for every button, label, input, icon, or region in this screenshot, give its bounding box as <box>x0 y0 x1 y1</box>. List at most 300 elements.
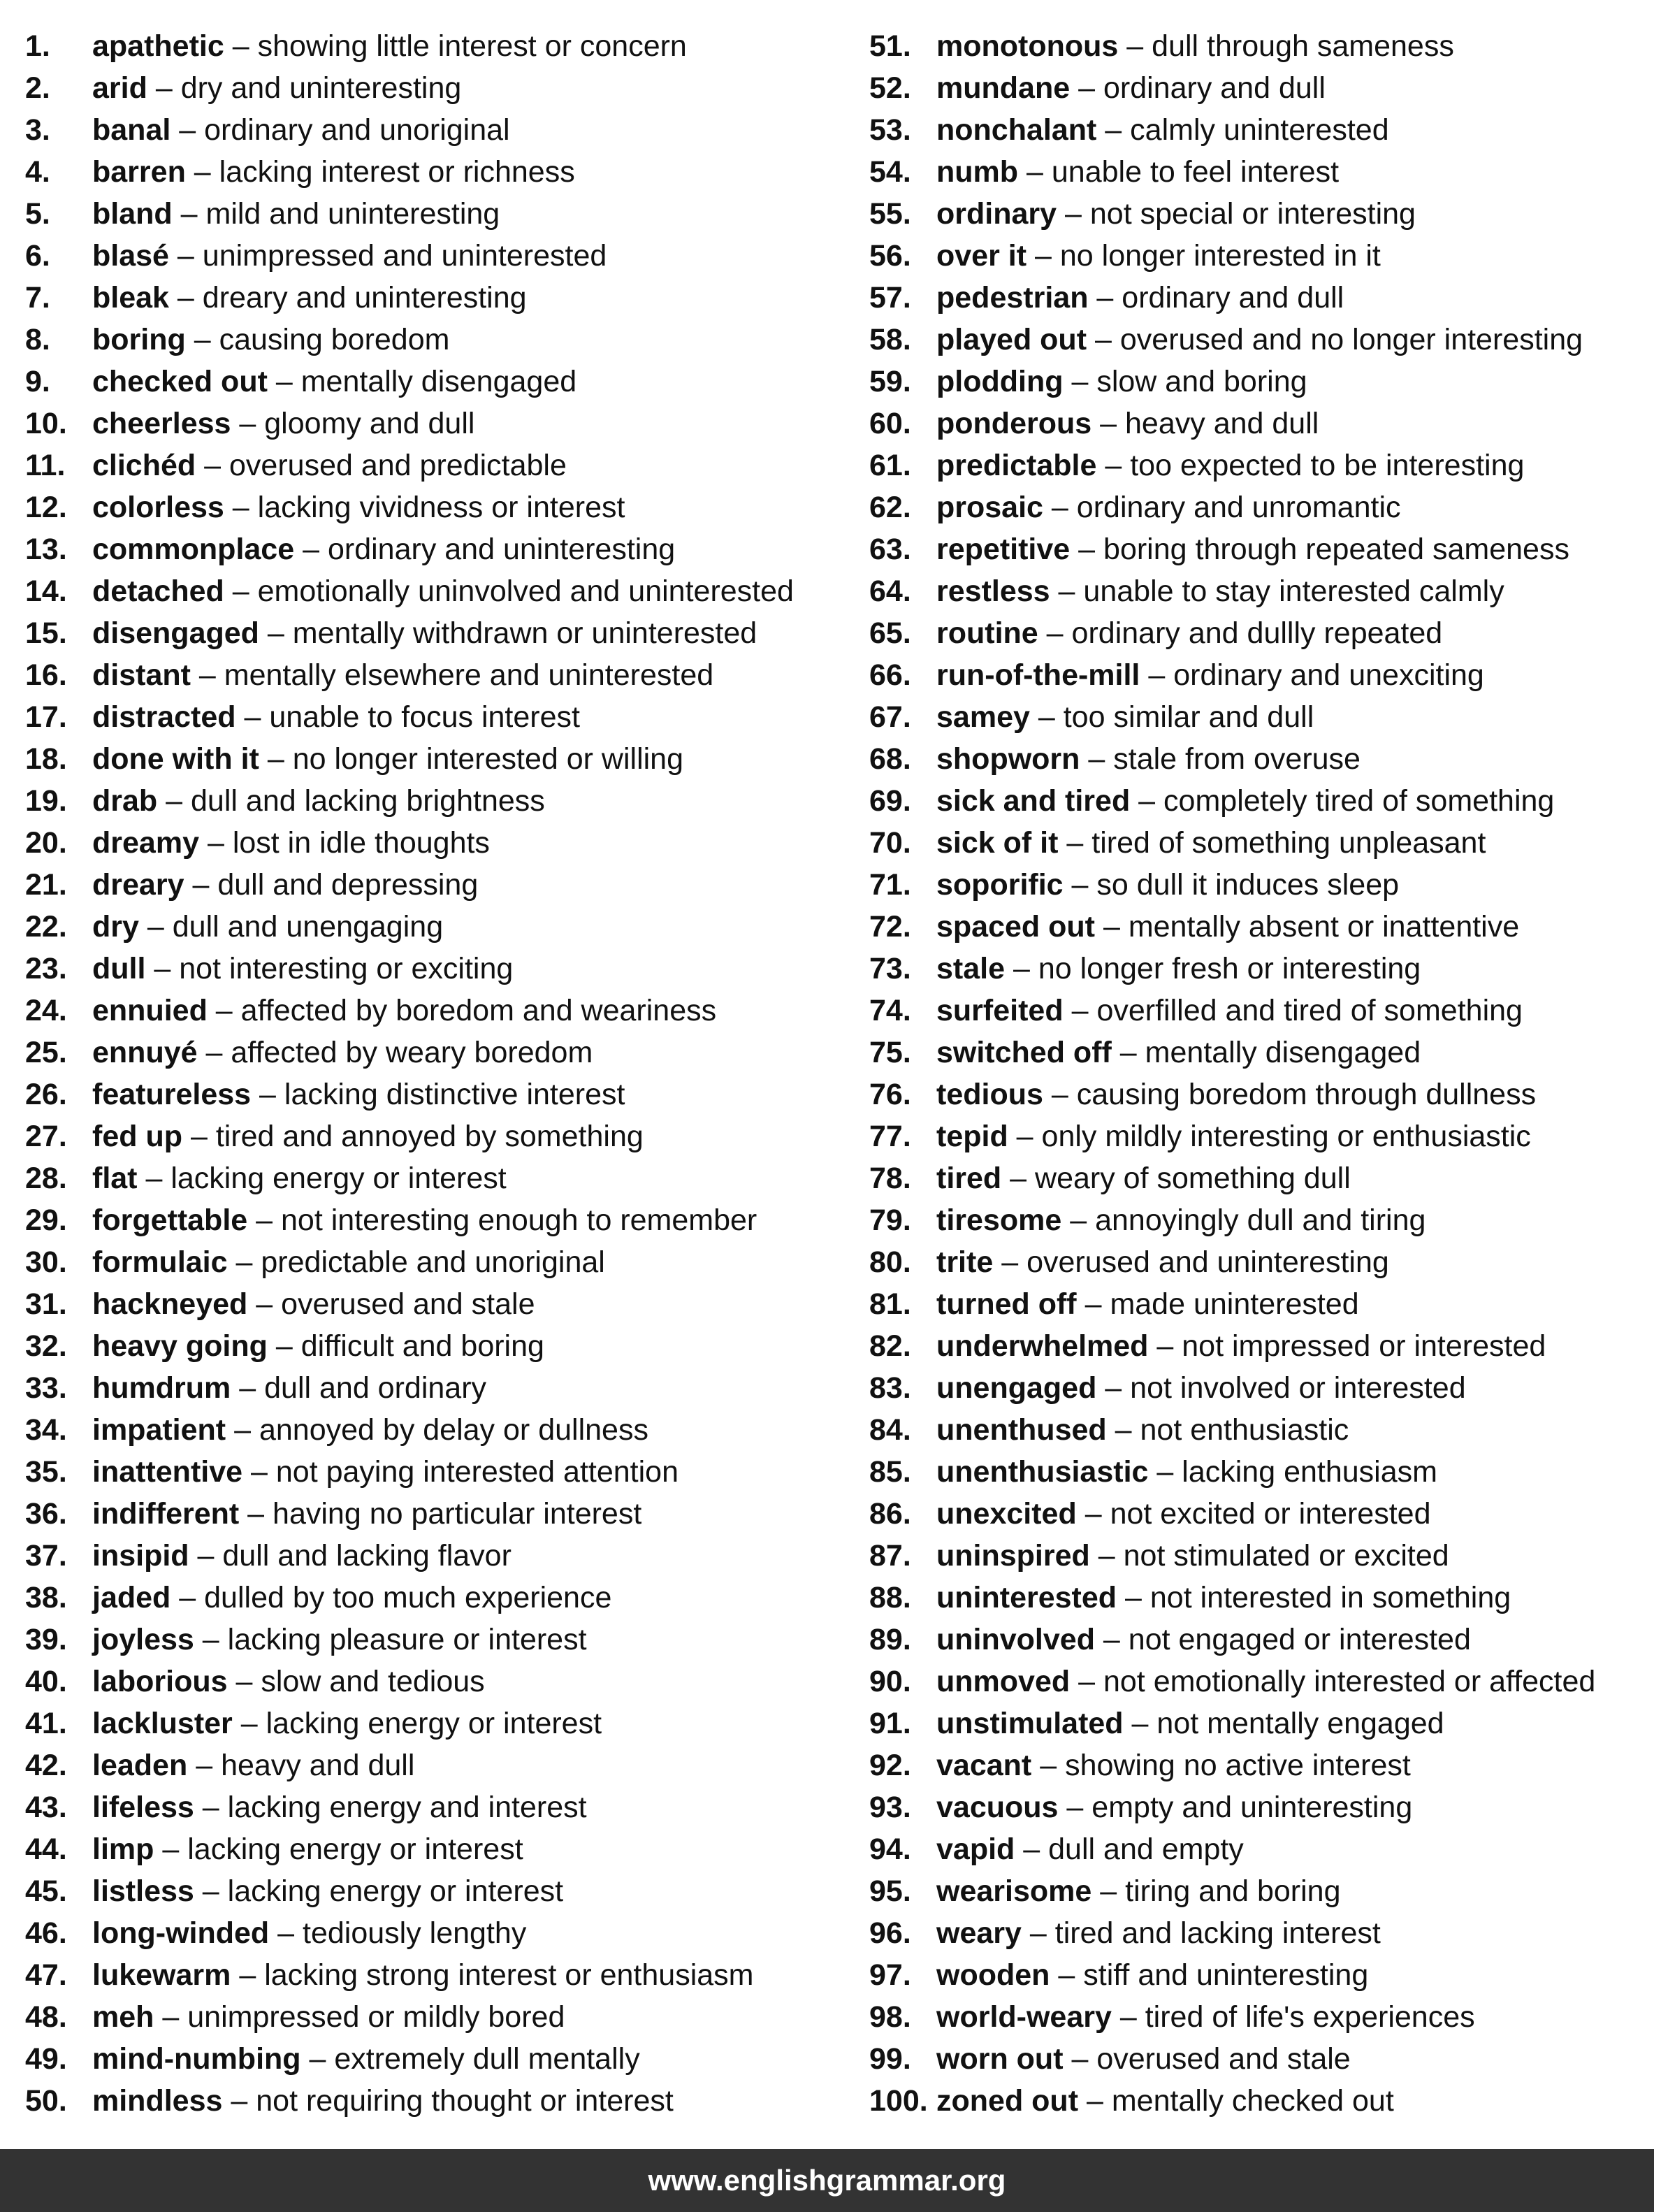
word-list-right-column <box>869 25 1645 2122</box>
list-item <box>25 67 864 109</box>
item-word: samey <box>936 700 1030 734</box>
item-number: 86. <box>869 1497 911 1531</box>
item-definition: lacking energy and interest <box>227 1791 587 1824</box>
item-word: switched off <box>936 1036 1112 1069</box>
item-definition: tired of something unpleasant <box>1091 826 1486 860</box>
item-definition: mentally disengaged <box>300 365 577 398</box>
list-item <box>25 109 864 151</box>
item-definition: not special or interesting <box>1089 197 1416 231</box>
list-item <box>869 1912 1645 1954</box>
item-word: arid <box>92 71 147 105</box>
item-number: 60. <box>869 407 911 440</box>
item-number: 76. <box>869 1078 911 1111</box>
item-separator: – <box>1148 658 1166 692</box>
item-definition: lacking energy or interest <box>227 1874 564 1908</box>
item-separator: – <box>177 239 194 273</box>
list-item <box>869 1870 1645 1912</box>
item-separator: – <box>235 1245 253 1279</box>
item-number: 26. <box>25 1078 67 1111</box>
item-definition: showing no active interest <box>1065 1749 1411 1782</box>
list-item <box>869 1115 1645 1157</box>
item-number: 85. <box>869 1455 911 1489</box>
item-separator: – <box>1103 910 1120 944</box>
item-separator: – <box>277 1916 295 1950</box>
list-item <box>869 990 1645 1032</box>
item-number: 82. <box>869 1329 911 1363</box>
item-word: prosaic <box>936 491 1043 524</box>
item-definition: too expected to be interesting <box>1130 449 1525 482</box>
item-number: 56. <box>869 239 911 273</box>
list-item <box>25 2080 864 2122</box>
list-item <box>25 1157 864 1199</box>
item-separator: – <box>180 197 198 231</box>
item-word: laborious <box>92 1665 228 1698</box>
item-definition: lacking energy or interest <box>171 1162 507 1195</box>
item-definition: causing boredom <box>219 323 450 356</box>
item-word: insipid <box>92 1539 189 1573</box>
item-number: 28. <box>25 1162 67 1195</box>
item-separator: – <box>1131 1707 1149 1740</box>
item-definition: tired and lacking interest <box>1054 1916 1381 1950</box>
item-definition: not interested in something <box>1149 1581 1511 1614</box>
list-item <box>25 1409 864 1451</box>
list-item <box>869 1619 1645 1661</box>
list-item <box>869 696 1645 738</box>
item-word: clichéd <box>92 449 196 482</box>
item-word: turned off <box>936 1287 1077 1321</box>
list-item <box>25 528 864 570</box>
list-item <box>25 1786 864 1828</box>
list-item <box>25 444 864 486</box>
item-word: tiresome <box>936 1203 1062 1237</box>
item-word: bleak <box>92 281 169 315</box>
item-definition: not impressed or interested <box>1182 1329 1546 1363</box>
item-number: 39. <box>25 1623 67 1656</box>
item-word: worn out <box>936 2042 1064 2076</box>
item-word: lifeless <box>92 1791 194 1824</box>
item-word: stale <box>936 952 1006 985</box>
list-item <box>25 570 864 612</box>
item-word: over it <box>936 239 1027 273</box>
item-definition: dull and depressing <box>217 868 479 902</box>
item-number: 8. <box>25 323 50 356</box>
list-item <box>25 1367 864 1409</box>
item-word: unstimulated <box>936 1707 1124 1740</box>
item-separator: – <box>239 1958 256 1992</box>
item-separator: – <box>1070 1203 1087 1237</box>
item-number: 93. <box>869 1791 911 1824</box>
item-word: tepid <box>936 1120 1008 1153</box>
item-separator: – <box>1040 1749 1057 1782</box>
item-word: pedestrian <box>936 281 1089 315</box>
list-item <box>25 1199 864 1241</box>
item-word: dry <box>92 910 139 944</box>
item-definition: lacking vividness or interest <box>257 491 625 524</box>
footer-website-url: www.englishgrammar.org <box>648 2164 1006 2197</box>
item-number: 90. <box>869 1665 911 1698</box>
item-separator: – <box>239 1371 256 1405</box>
item-number: 59. <box>869 365 911 398</box>
item-definition: lacking enthusiasm <box>1182 1455 1437 1489</box>
item-word: vapid <box>936 1833 1015 1866</box>
list-item <box>869 1199 1645 1241</box>
list-item <box>25 654 864 696</box>
item-number: 53. <box>869 113 911 147</box>
list-item <box>869 109 1645 151</box>
item-definition: lacking interest or richness <box>219 155 575 189</box>
list-item <box>25 1115 864 1157</box>
item-definition: heavy and dull <box>1125 407 1319 440</box>
item-word: forgettable <box>92 1203 248 1237</box>
item-number: 50. <box>25 2084 67 2118</box>
item-separator: – <box>275 1329 293 1363</box>
item-separator: – <box>232 574 249 608</box>
item-word: commonplace <box>92 533 295 566</box>
item-definition: not stimulated or excited <box>1123 1539 1449 1573</box>
list-item <box>869 780 1645 822</box>
list-item <box>25 1325 864 1367</box>
item-separator: – <box>267 742 284 776</box>
item-number: 97. <box>869 1958 911 1992</box>
item-separator: – <box>239 407 256 440</box>
item-separator: – <box>154 952 171 985</box>
item-word: spaced out <box>936 910 1095 944</box>
item-definition: ordinary and dullly repeated <box>1071 616 1443 650</box>
item-word: unenthused <box>936 1413 1107 1447</box>
item-separator: – <box>235 1665 253 1698</box>
item-definition: stale from overuse <box>1113 742 1361 776</box>
item-separator: – <box>303 533 320 566</box>
item-separator: – <box>1126 29 1144 63</box>
item-number: 27. <box>25 1120 67 1153</box>
item-definition: not interesting enough to remember <box>281 1203 757 1237</box>
list-item <box>25 151 864 193</box>
item-word: distant <box>92 658 191 692</box>
item-definition: tediously lengthy <box>303 1916 527 1950</box>
item-word: dreary <box>92 868 184 902</box>
item-separator: – <box>202 1623 219 1656</box>
item-word: bland <box>92 197 173 231</box>
list-item <box>25 1493 864 1535</box>
item-word: hackneyed <box>92 1287 248 1321</box>
item-separator: – <box>194 155 211 189</box>
item-number: 47. <box>25 1958 67 1992</box>
item-definition: so dull it induces sleep <box>1096 868 1400 902</box>
item-separator: – <box>1010 1162 1027 1195</box>
item-separator: – <box>177 281 194 315</box>
item-definition: mentally checked out <box>1111 2084 1394 2118</box>
item-word: surfeited <box>936 994 1064 1027</box>
item-definition: too similar and dull <box>1063 700 1314 734</box>
list-item <box>869 2038 1645 2080</box>
item-definition: stiff and uninteresting <box>1083 1958 1369 1992</box>
item-number: 58. <box>869 323 911 356</box>
item-word: vacuous <box>936 1791 1059 1824</box>
item-definition: unable to stay interested calmly <box>1083 574 1504 608</box>
item-word: colorless <box>92 491 224 524</box>
item-definition: overused and no longer interesting <box>1119 323 1583 356</box>
item-separator: – <box>275 365 293 398</box>
item-word: limp <box>92 1833 154 1866</box>
item-number: 78. <box>869 1162 911 1195</box>
item-separator: – <box>244 700 261 734</box>
item-word: vacant <box>936 1749 1032 1782</box>
list-item <box>869 1074 1645 1115</box>
item-definition: not emotionally interested or affected <box>1103 1665 1596 1698</box>
item-number: 92. <box>869 1749 911 1782</box>
item-definition: mentally disengaged <box>1145 1036 1421 1069</box>
item-definition: unimpressed and uninterested <box>202 239 607 273</box>
item-separator: – <box>309 2042 326 2076</box>
list-item <box>25 906 864 948</box>
list-item <box>869 822 1645 864</box>
item-definition: unable to feel interest <box>1051 155 1340 189</box>
item-definition: annoyingly dull and tiring <box>1095 1203 1426 1237</box>
item-number: 11. <box>25 449 66 482</box>
item-number: 98. <box>869 2000 911 2034</box>
item-word: ennuyé <box>92 1036 198 1069</box>
item-definition: extremely dull mentally <box>334 2042 640 2076</box>
item-word: fed up <box>92 1120 182 1153</box>
list-item <box>869 1283 1645 1325</box>
item-separator: – <box>155 71 173 105</box>
item-definition: overused and predictable <box>229 449 567 482</box>
item-separator: – <box>1094 323 1112 356</box>
item-separator: – <box>198 658 216 692</box>
item-word: listless <box>92 1874 194 1908</box>
item-number: 88. <box>869 1581 911 1614</box>
list-item <box>25 864 864 906</box>
list-item <box>869 1535 1645 1577</box>
item-number: 51. <box>869 29 911 63</box>
list-item <box>869 906 1645 948</box>
list-item <box>25 1912 864 1954</box>
item-separator: – <box>1029 1916 1047 1950</box>
item-definition: mentally withdrawn or uninterested <box>292 616 757 650</box>
item-word: routine <box>936 616 1038 650</box>
item-definition: made uninterested <box>1110 1287 1359 1321</box>
list-item <box>869 654 1645 696</box>
item-definition: ordinary and unromantic <box>1076 491 1401 524</box>
list-item <box>25 1703 864 1744</box>
item-separator: – <box>1058 1958 1075 1992</box>
item-word: ordinary <box>936 197 1057 231</box>
item-separator: – <box>251 1455 268 1489</box>
item-definition: tired of life's experiences <box>1145 2000 1475 2034</box>
item-word: numb <box>936 155 1019 189</box>
list-item <box>869 1661 1645 1703</box>
list-item <box>25 193 864 235</box>
item-definition: not involved or interested <box>1130 1371 1466 1405</box>
item-number: 21. <box>25 868 67 902</box>
item-number: 43. <box>25 1791 67 1824</box>
item-definition: causing boredom through dullness <box>1076 1078 1537 1111</box>
item-separator: – <box>1066 1791 1084 1824</box>
item-definition: lost in idle thoughts <box>232 826 490 860</box>
list-item <box>25 25 864 67</box>
list-item <box>869 1157 1645 1199</box>
list-item <box>869 235 1645 277</box>
item-number: 37. <box>25 1539 67 1573</box>
item-number: 30. <box>25 1245 67 1279</box>
list-item <box>869 151 1645 193</box>
item-definition: unimpressed or mildly bored <box>187 2000 565 2034</box>
item-definition: not enthusiastic <box>1140 1413 1349 1447</box>
item-separator: – <box>1035 239 1052 273</box>
list-item <box>25 612 864 654</box>
item-definition: ordinary and unexciting <box>1173 658 1484 692</box>
item-word: predictable <box>936 449 1097 482</box>
item-separator: – <box>231 2084 248 2118</box>
item-word: jaded <box>92 1581 171 1614</box>
item-separator: – <box>1105 1371 1122 1405</box>
item-separator: – <box>234 1413 252 1447</box>
item-definition: not requiring thought or interest <box>256 2084 674 2118</box>
item-word: restless <box>936 574 1050 608</box>
item-word: unexcited <box>936 1497 1077 1531</box>
item-number: 62. <box>869 491 911 524</box>
item-separator: – <box>1058 574 1075 608</box>
item-separator: – <box>267 616 284 650</box>
item-word: wearisome <box>936 1874 1092 1908</box>
item-word: humdrum <box>92 1371 231 1405</box>
item-number: 15. <box>25 616 67 650</box>
item-number: 81. <box>869 1287 911 1321</box>
item-number: 73. <box>869 952 911 985</box>
item-number: 54. <box>869 155 911 189</box>
item-definition: ordinary and dull <box>1103 71 1326 105</box>
item-word: underwhelmed <box>936 1329 1149 1363</box>
item-word: soporific <box>936 868 1064 902</box>
item-separator: – <box>197 1539 215 1573</box>
item-definition: not excited or interested <box>1110 1497 1431 1531</box>
item-number: 79. <box>869 1203 911 1237</box>
item-definition: ordinary and uninteresting <box>327 533 676 566</box>
item-definition: completely tired of something <box>1163 784 1555 818</box>
item-word: leaden <box>92 1749 188 1782</box>
item-separator: – <box>1100 407 1117 440</box>
list-item <box>869 1744 1645 1786</box>
item-definition: slow and tedious <box>261 1665 485 1698</box>
item-definition: calmly uninterested <box>1130 113 1389 147</box>
item-separator: – <box>194 323 211 356</box>
item-definition: lacking distinctive interest <box>284 1078 625 1111</box>
item-number: 29. <box>25 1203 67 1237</box>
list-item <box>25 948 864 990</box>
item-definition: heavy and dull <box>221 1749 415 1782</box>
item-separator: – <box>1100 1874 1117 1908</box>
list-item <box>25 403 864 444</box>
item-number: 38. <box>25 1581 67 1614</box>
item-word: heavy going <box>92 1329 268 1363</box>
item-definition: dull and lacking brightness <box>191 784 545 818</box>
item-word: monotonous <box>936 29 1119 63</box>
item-word: wooden <box>936 1958 1050 1992</box>
list-item <box>869 277 1645 319</box>
item-word: mindless <box>92 2084 223 2118</box>
list-item <box>869 1325 1645 1367</box>
list-item <box>869 570 1645 612</box>
item-word: barren <box>92 155 186 189</box>
item-number: 34. <box>25 1413 67 1447</box>
item-number: 13. <box>25 533 67 566</box>
item-separator: – <box>1084 1497 1102 1531</box>
item-word: disengaged <box>92 616 259 650</box>
item-number: 7. <box>25 281 50 315</box>
item-word: run-of-the-mill <box>936 658 1140 692</box>
item-separator: – <box>1038 700 1055 734</box>
list-item <box>869 1241 1645 1283</box>
item-word: inattentive <box>92 1455 243 1489</box>
item-separator: – <box>1138 784 1156 818</box>
list-item <box>25 1744 864 1786</box>
item-definition: overused and stale <box>1096 2042 1351 2076</box>
list-item <box>25 1535 864 1577</box>
item-number: 41. <box>25 1707 67 1740</box>
list-item <box>869 1786 1645 1828</box>
item-word: uninspired <box>936 1539 1090 1573</box>
item-number: 46. <box>25 1916 67 1950</box>
list-item <box>869 193 1645 235</box>
item-word: detached <box>92 574 224 608</box>
list-item <box>869 319 1645 361</box>
item-separator: – <box>179 113 196 147</box>
list-item <box>869 1703 1645 1744</box>
item-definition: showing little interest or concern <box>257 29 687 63</box>
item-number: 65. <box>869 616 911 650</box>
item-separator: – <box>1051 491 1068 524</box>
item-number: 12. <box>25 491 67 524</box>
item-separator: – <box>1078 1665 1096 1698</box>
item-definition: affected by weary boredom <box>231 1036 593 1069</box>
item-definition: dreary and uninteresting <box>202 281 527 315</box>
list-item <box>25 1283 864 1325</box>
list-item <box>869 25 1645 67</box>
item-definition: dull and ordinary <box>264 1371 487 1405</box>
item-word: blasé <box>92 239 169 273</box>
item-number: 10. <box>25 407 67 440</box>
list-item <box>25 1996 864 2038</box>
list-item <box>869 1493 1645 1535</box>
list-item <box>25 1032 864 1074</box>
item-separator: – <box>1071 994 1089 1027</box>
item-word: boring <box>92 323 186 356</box>
item-separator: – <box>1084 1287 1102 1321</box>
list-item <box>869 67 1645 109</box>
item-separator: – <box>162 2000 180 2034</box>
item-word: apathetic <box>92 29 224 63</box>
item-definition: having no particular interest <box>273 1497 642 1531</box>
list-item <box>25 1870 864 1912</box>
list-item <box>25 990 864 1032</box>
list-item <box>25 361 864 403</box>
item-word: joyless <box>92 1623 194 1656</box>
list-item <box>25 1577 864 1619</box>
item-number: 24. <box>25 994 67 1027</box>
item-word: banal <box>92 113 171 147</box>
item-separator: – <box>1046 616 1064 650</box>
item-number: 84. <box>869 1413 911 1447</box>
item-word: sick of it <box>936 826 1059 860</box>
item-word: meh <box>92 2000 154 2034</box>
list-item <box>25 1619 864 1661</box>
item-word: mundane <box>936 71 1071 105</box>
item-number: 61. <box>869 449 911 482</box>
list-item <box>25 738 864 780</box>
item-number: 40. <box>25 1665 67 1698</box>
list-item <box>869 1954 1645 1996</box>
item-separator: – <box>145 1162 163 1195</box>
